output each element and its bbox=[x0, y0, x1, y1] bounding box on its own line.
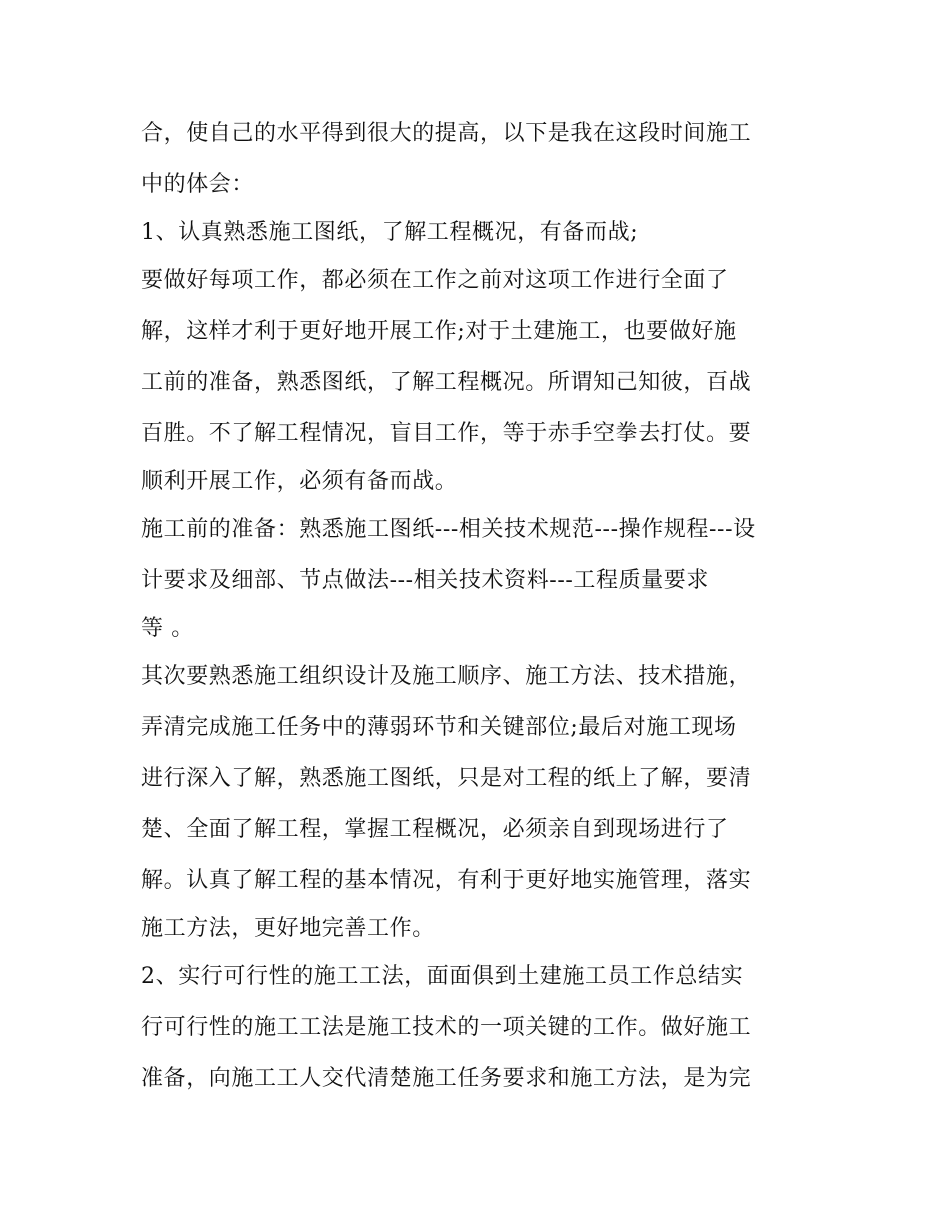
text-line-10: 计要求及细部、节点做法---相关技术资料---工程质量要求 bbox=[141, 568, 710, 593]
text-line-2: 中的体会： bbox=[141, 172, 255, 197]
text-line-13: 弄清完成施工任务中的薄弱环节和关键部位;最后对施工现场 bbox=[141, 715, 737, 740]
text-line-12: 其次要熟悉施工组织设计及施工顺序、施工方法、技术措施， bbox=[141, 664, 752, 689]
text-line-16: 解。认真了解工程的基本情况，有利于更好地实施管理，落实 bbox=[141, 868, 752, 893]
text-line-1: 合，使自己的水平得到很大的提高，以下是我在这段时间施工 bbox=[141, 121, 752, 146]
text-line-7: 百胜。不了解工程情况，盲目工作，等于赤手空拳去打仗。要 bbox=[141, 421, 752, 446]
text-line-17: 施工方法，更好地完善工作。 bbox=[141, 916, 435, 941]
text-line-6: 工前的准备，熟悉图纸，了解工程概况。所谓知己知彼，百战 bbox=[141, 370, 752, 395]
text-line-14: 进行深入了解，熟悉施工图纸，只是对工程的纸上了解，要清 bbox=[141, 766, 752, 791]
text-line-18: 2、实行可行性的施工工法，面面俱到土建施工员工作总结实 bbox=[141, 964, 744, 989]
text-line-5: 解，这样才利于更好地开展工作;对于土建施工，也要做好施 bbox=[141, 319, 737, 344]
text-line-8: 顺利开展工作，必须有备而战。 bbox=[141, 469, 458, 494]
text-line-3: 1、认真熟悉施工图纸，了解工程概况，有备而战; bbox=[141, 220, 639, 245]
text-line-20: 准备，向施工工人交代清楚施工任务要求和施工方法，是为完 bbox=[141, 1066, 752, 1091]
text-line-15: 楚、全面了解工程，掌握工程概况，必须亲自到现场进行了 bbox=[141, 817, 729, 842]
document-body bbox=[141, 108, 821, 1104]
text-line-11: 等 。 bbox=[141, 616, 194, 641]
text-line-9: 施工前的准备：熟悉施工图纸---相关技术规范---操作规程---设 bbox=[141, 517, 756, 542]
text-line-19: 行可行性的施工工法是施工技术的一项关键的工作。做好施工 bbox=[141, 1015, 752, 1040]
text-line-4: 要做好每项工作，都必须在工作之前对这项工作进行全面了 bbox=[141, 268, 729, 293]
